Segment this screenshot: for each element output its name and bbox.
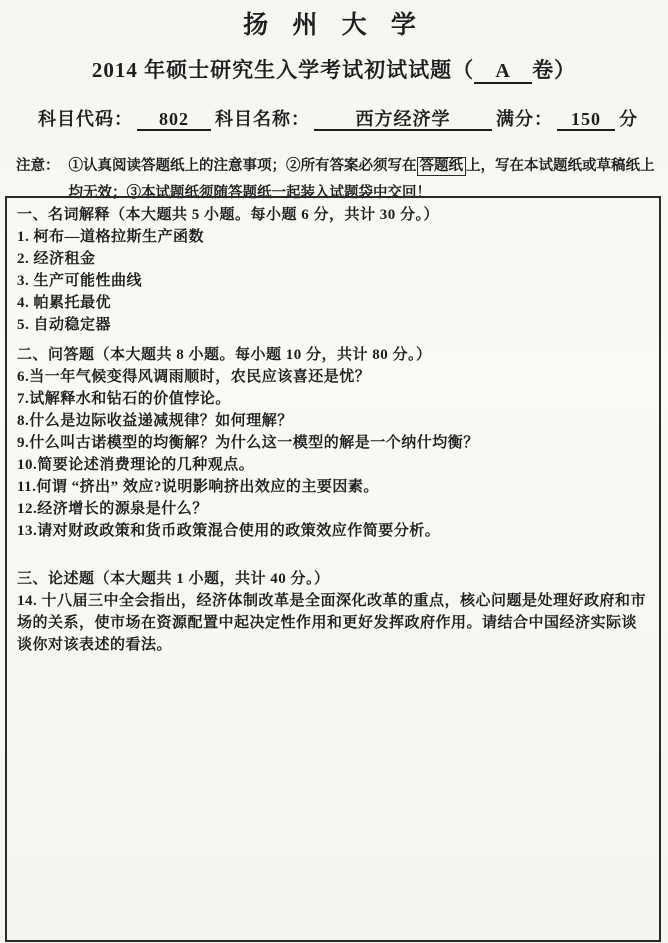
question-2: 2. 经济租金 [17, 251, 96, 267]
exam-title-text: 2014 年硕士研究生入学考试初试试题 [91, 58, 453, 82]
question-13: 13.请对财政政策和货币政策混合使用的政策效应作简要分析。 [17, 523, 441, 539]
notice-part2: 上，写在本试题纸或草稿纸上均无效；③本试题纸须随答题纸一起装入试题袋中交回！ [68, 158, 655, 201]
section-3-heading: 三、论述题（本大题共 1 小题，共计 40 分。） [17, 571, 330, 587]
question-10: 10.简要论述消费理论的几种观点。 [17, 457, 255, 473]
full-score-label: 满分： [496, 109, 553, 129]
full-score-value: 150 [557, 109, 615, 131]
subject-meta-row [38, 105, 668, 131]
full-score-unit: 分 [619, 109, 638, 129]
section-definitions [17, 204, 649, 336]
question-4: 4. 帕累托最优 [17, 295, 112, 311]
notice-part1: ①认真阅读答题纸上的注意事项；②所有答案必须写在 [68, 158, 417, 174]
question-9: 9.什么叫古诺模型的均衡解？为什么这一模型的解是一个纳什均衡？ [17, 435, 479, 451]
paper-version-letter: A [474, 60, 532, 84]
section-2-heading: 二、问答题（本大题共 8 小题。每小题 10 分，共计 80 分。） [17, 347, 432, 363]
question-12: 12.经济增长的源泉是什么？ [17, 501, 208, 517]
section-short-answer [17, 344, 649, 542]
exam-title [0, 54, 668, 84]
section-1-heading: 一、名词解释（本大题共 5 小题。每小题 6 分，共计 30 分。） [17, 207, 440, 223]
university-name: 扬 州 大 学 [243, 12, 425, 39]
subject-code-label: 科目代码： [38, 109, 133, 129]
question-11: 11.何谓 “挤出” 效应?说明影响挤出效应的主要因素。 [17, 479, 379, 495]
notice-boxed-answer-sheet: 答题纸 [417, 157, 467, 176]
notice-label: 注意： [16, 158, 60, 174]
subject-name-value: 西方经济学 [314, 109, 492, 131]
question-box [5, 196, 661, 942]
subject-code-value: 802 [137, 109, 211, 131]
paren-open: （ [452, 58, 475, 82]
question-7: 7.试解释水和钻石的价值悖论。 [17, 391, 231, 407]
subject-name-label: 科目名称： [215, 109, 310, 129]
paren-close: 卷） [532, 58, 577, 82]
question-14: 14. 十八届三中全会指出，经济体制改革是全面深化改革的重点，核心问题是处理好政府和市场的关系，使市场在资源配置中起决定性作用和更好发挥政府作用。请结合中国经济实际谈谈你对该表述的看法。 [17, 593, 647, 653]
question-3: 3. 生产可能性曲线 [17, 273, 143, 289]
question-8: 8.什么是边际收益递减规律？如何理解？ [17, 413, 293, 429]
question-1: 1. 柯布—道格拉斯生产函数 [17, 229, 205, 245]
question-5: 5. 自动稳定器 [17, 317, 112, 333]
section-essay [17, 568, 649, 656]
question-6: 6.当一年气候变得风调雨顺时，农民应该喜还是忧？ [17, 369, 371, 385]
